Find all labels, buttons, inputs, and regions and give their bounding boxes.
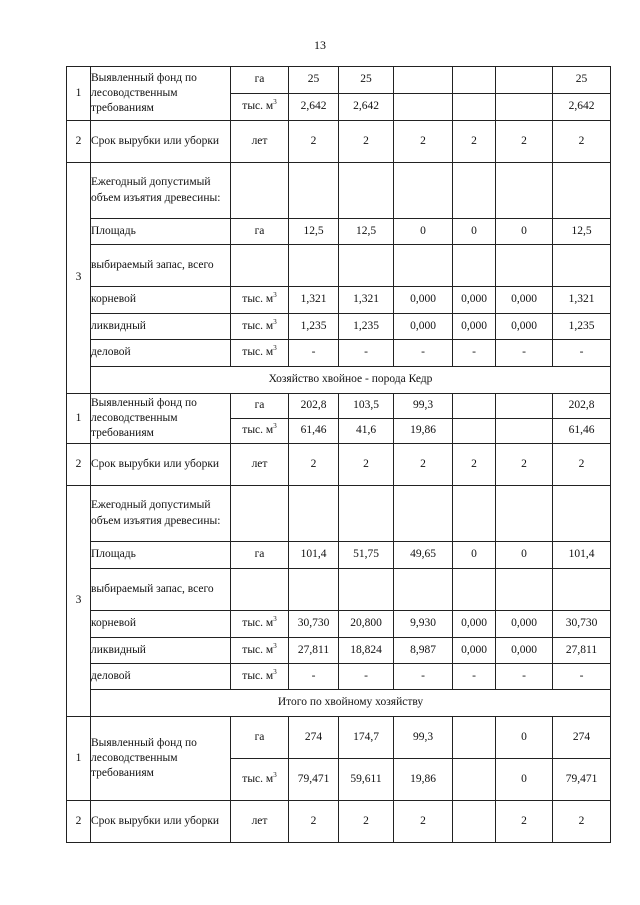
unit-cell (231, 759, 289, 801)
value-cell: 1,235 (289, 314, 339, 340)
value-cell: 79,471 (553, 759, 611, 801)
value-cell (453, 419, 496, 444)
unit-cell (231, 717, 289, 759)
value-cell: 27,811 (289, 638, 339, 664)
value-cell (339, 245, 394, 287)
value-cell: - (394, 664, 453, 690)
indicator-name-cell: выбираемый запас, всего (91, 245, 231, 287)
value-cell (453, 67, 496, 94)
value-cell: - (289, 664, 339, 690)
value-cell: 0,000 (453, 314, 496, 340)
value-cell: 1,321 (289, 287, 339, 314)
value-cell (453, 394, 496, 419)
value-cell: 30,730 (289, 611, 339, 638)
unit-cell (231, 245, 289, 287)
value-cell: 25 (553, 67, 611, 94)
value-cell: - (553, 664, 611, 690)
value-cell: 0,000 (453, 638, 496, 664)
unit-cell (231, 542, 289, 569)
section-title: Итого по хвойному хозяйству (91, 690, 611, 717)
value-cell: - (394, 340, 453, 367)
value-cell: 2,642 (339, 94, 394, 121)
unit-cell (231, 287, 289, 314)
table-row (67, 542, 611, 569)
value-cell: 2 (394, 801, 453, 843)
value-cell: 0,000 (496, 638, 553, 664)
unit-cell (231, 94, 289, 121)
value-cell (339, 486, 394, 542)
value-cell (553, 245, 611, 287)
value-cell: - (496, 340, 553, 367)
row-number-cell: 2 (67, 444, 91, 486)
value-cell (496, 94, 553, 121)
unit-cell (231, 394, 289, 419)
unit-cell (231, 569, 289, 611)
value-cell: 2 (453, 444, 496, 486)
value-cell: 61,46 (553, 419, 611, 444)
indicator-name-cell: Ежегодный допустимый объем изъятия древесины: (91, 486, 231, 542)
value-cell: 2 (496, 444, 553, 486)
value-cell: 2 (553, 801, 611, 843)
value-cell (289, 486, 339, 542)
unit-superscript: 3 (273, 344, 277, 353)
indicator-name-cell: деловой (91, 664, 231, 690)
unit-superscript: 3 (273, 291, 277, 300)
unit-cell (231, 638, 289, 664)
value-cell (496, 569, 553, 611)
table-row (67, 486, 611, 542)
table-row (67, 801, 611, 843)
indicator-name-cell: Площадь (91, 219, 231, 245)
table-row (67, 219, 611, 245)
unit-text: га (254, 548, 265, 561)
value-cell: 12,5 (339, 219, 394, 245)
value-cell: 99,3 (394, 394, 453, 419)
table-row (67, 394, 611, 419)
unit-cell (231, 444, 289, 486)
unit-text: тыс. м (242, 293, 274, 306)
row-number-cell: 2 (67, 801, 91, 843)
value-cell: 174,7 (339, 717, 394, 759)
unit-cell (231, 340, 289, 367)
value-cell (553, 163, 611, 219)
indicator-name-cell: Выявленный фонд по лесоводственным требованиям (91, 717, 231, 801)
value-cell: 0,000 (496, 611, 553, 638)
table-row (67, 717, 611, 759)
table-row (67, 444, 611, 486)
value-cell: 2 (553, 121, 611, 163)
value-cell: 101,4 (289, 542, 339, 569)
value-cell (496, 394, 553, 419)
value-cell (394, 163, 453, 219)
value-cell: 0 (453, 542, 496, 569)
value-cell: 19,86 (394, 419, 453, 444)
unit-superscript: 3 (273, 642, 277, 651)
table-row (67, 314, 611, 340)
value-cell (394, 245, 453, 287)
value-cell: 0,000 (394, 287, 453, 314)
value-cell: 0,000 (496, 287, 553, 314)
value-cell (339, 569, 394, 611)
unit-text: га (254, 224, 265, 237)
value-cell: 0 (496, 717, 553, 759)
indicator-name-cell: Ежегодный допустимый объем изъятия древесины: (91, 163, 231, 219)
value-cell: 2 (553, 444, 611, 486)
value-cell: 2 (289, 444, 339, 486)
value-cell (453, 245, 496, 287)
unit-text: тыс. м (242, 772, 274, 785)
value-cell: 0 (453, 219, 496, 245)
row-number-cell: 3 (67, 163, 91, 394)
value-cell: - (453, 664, 496, 690)
unit-text: лет (251, 814, 268, 827)
table-row (67, 121, 611, 163)
value-cell: 79,471 (289, 759, 339, 801)
table-row (67, 611, 611, 638)
indicator-name-cell: выбираемый запас, всего (91, 569, 231, 611)
table-row (67, 67, 611, 94)
value-cell: 0 (496, 219, 553, 245)
value-cell: 19,86 (394, 759, 453, 801)
value-cell: 41,6 (339, 419, 394, 444)
value-cell (394, 67, 453, 94)
table-row (67, 245, 611, 287)
value-cell: 2 (453, 121, 496, 163)
value-cell (289, 569, 339, 611)
unit-superscript: 3 (273, 422, 277, 431)
value-cell: - (496, 664, 553, 690)
value-cell: 1,235 (339, 314, 394, 340)
unit-text: га (254, 73, 265, 86)
value-cell: 2 (496, 121, 553, 163)
value-cell: 12,5 (289, 219, 339, 245)
value-cell: 61,46 (289, 419, 339, 444)
unit-text: тыс. м (242, 424, 274, 437)
value-cell: 18,824 (339, 638, 394, 664)
section-header-row (67, 367, 611, 394)
unit-cell (231, 611, 289, 638)
value-cell (453, 717, 496, 759)
indicator-name-cell: Срок вырубки или уборки (91, 121, 231, 163)
indicator-name-cell: деловой (91, 340, 231, 367)
table-row (67, 664, 611, 690)
indicator-name-cell: Срок вырубки или уборки (91, 801, 231, 843)
table-row (67, 340, 611, 367)
value-cell: - (453, 340, 496, 367)
value-cell (339, 163, 394, 219)
unit-text: лет (251, 134, 268, 147)
value-cell: 2 (339, 121, 394, 163)
section-header-row (67, 690, 611, 717)
value-cell: 27,811 (553, 638, 611, 664)
indicator-name-cell: ликвидный (91, 314, 231, 340)
value-cell (453, 94, 496, 121)
unit-cell (231, 163, 289, 219)
unit-text: тыс. м (242, 100, 274, 113)
value-cell (289, 245, 339, 287)
unit-superscript: 3 (273, 771, 277, 780)
unit-superscript: 3 (273, 668, 277, 677)
value-cell (453, 759, 496, 801)
value-cell: 202,8 (553, 394, 611, 419)
indicator-name-cell: корневой (91, 611, 231, 638)
unit-text: тыс. м (242, 319, 274, 332)
indicator-name-cell: Выявленный фонд по лесоводственным требованиям (91, 67, 231, 121)
value-cell: 0,000 (496, 314, 553, 340)
value-cell: 2 (394, 444, 453, 486)
value-cell: 0,000 (394, 314, 453, 340)
indicator-name-cell: ликвидный (91, 638, 231, 664)
unit-text: лет (251, 457, 268, 470)
value-cell: 51,75 (339, 542, 394, 569)
value-cell (394, 569, 453, 611)
value-cell: 12,5 (553, 219, 611, 245)
value-cell: 274 (553, 717, 611, 759)
value-cell: 0 (496, 759, 553, 801)
unit-text: тыс. м (242, 669, 274, 682)
value-cell: 0 (394, 219, 453, 245)
table-row (67, 287, 611, 314)
table-row (67, 569, 611, 611)
row-number-cell: 1 (67, 717, 91, 801)
value-cell: - (289, 340, 339, 367)
value-cell (289, 163, 339, 219)
unit-cell (231, 419, 289, 444)
unit-cell (231, 219, 289, 245)
value-cell (394, 94, 453, 121)
value-cell (453, 486, 496, 542)
value-cell: 9,930 (394, 611, 453, 638)
value-cell: 202,8 (289, 394, 339, 419)
table-row (67, 638, 611, 664)
value-cell: 59,611 (339, 759, 394, 801)
value-cell: - (339, 340, 394, 367)
value-cell: 2 (394, 121, 453, 163)
value-cell: 1,235 (553, 314, 611, 340)
value-cell: 2 (496, 801, 553, 843)
unit-text: тыс. м (242, 617, 274, 630)
value-cell: 49,65 (394, 542, 453, 569)
value-cell: 99,3 (394, 717, 453, 759)
value-cell: 1,321 (553, 287, 611, 314)
value-cell: 2 (339, 801, 394, 843)
value-cell (496, 163, 553, 219)
forest-fund-table (66, 66, 611, 843)
value-cell (496, 245, 553, 287)
page-number: 13 (314, 38, 326, 52)
value-cell: 0 (496, 542, 553, 569)
indicator-name-cell: Площадь (91, 542, 231, 569)
table-row (67, 163, 611, 219)
value-cell (496, 486, 553, 542)
value-cell (394, 486, 453, 542)
indicator-name-cell: Выявленный фонд по лесоводственным требованиям (91, 394, 231, 444)
value-cell: 2 (339, 444, 394, 486)
unit-cell (231, 121, 289, 163)
row-number-cell: 1 (67, 67, 91, 121)
value-cell: 2 (289, 121, 339, 163)
section-title: Хозяйство хвойное - порода Кедр (91, 367, 611, 394)
unit-cell (231, 486, 289, 542)
value-cell: 2 (289, 801, 339, 843)
value-cell (453, 569, 496, 611)
unit-superscript: 3 (273, 318, 277, 327)
value-cell: 1,321 (339, 287, 394, 314)
unit-superscript: 3 (273, 615, 277, 624)
indicator-name-cell: корневой (91, 287, 231, 314)
value-cell: 101,4 (553, 542, 611, 569)
row-number-cell: 2 (67, 121, 91, 163)
value-cell: 103,5 (339, 394, 394, 419)
unit-text: га (254, 399, 265, 412)
value-cell: 8,987 (394, 638, 453, 664)
value-cell: 20,800 (339, 611, 394, 638)
value-cell: - (339, 664, 394, 690)
value-cell (496, 67, 553, 94)
indicator-name-cell: Срок вырубки или уборки (91, 444, 231, 486)
unit-superscript: 3 (273, 98, 277, 107)
unit-text: тыс. м (242, 643, 274, 656)
unit-cell (231, 67, 289, 94)
unit-text: тыс. м (242, 346, 274, 359)
unit-cell (231, 664, 289, 690)
value-cell: 30,730 (553, 611, 611, 638)
unit-text: га (254, 730, 265, 743)
value-cell: 0,000 (453, 287, 496, 314)
value-cell (453, 163, 496, 219)
table-body (67, 67, 611, 843)
row-number-cell: 1 (67, 394, 91, 444)
value-cell: 25 (339, 67, 394, 94)
value-cell: 2,642 (289, 94, 339, 121)
value-cell: 25 (289, 67, 339, 94)
value-cell (496, 419, 553, 444)
value-cell: 274 (289, 717, 339, 759)
unit-cell (231, 314, 289, 340)
value-cell: 0,000 (453, 611, 496, 638)
value-cell: 2,642 (553, 94, 611, 121)
unit-cell (231, 801, 289, 843)
value-cell: - (553, 340, 611, 367)
value-cell (453, 801, 496, 843)
value-cell (553, 486, 611, 542)
value-cell (553, 569, 611, 611)
row-number-cell: 3 (67, 486, 91, 717)
